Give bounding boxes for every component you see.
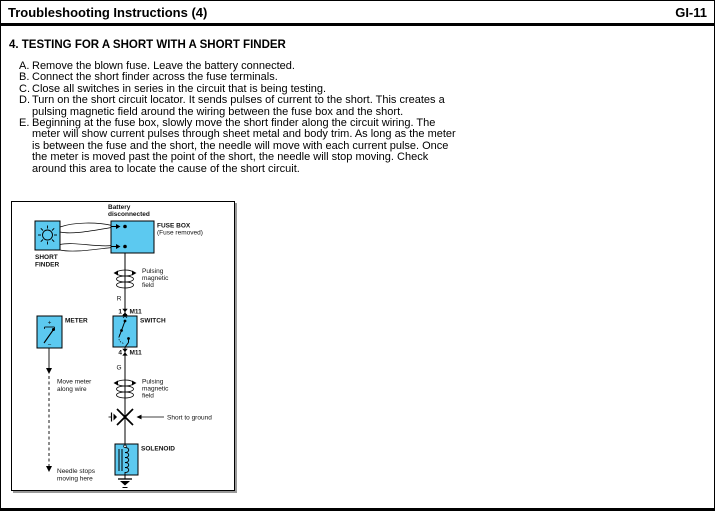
meter-box — [37, 316, 88, 349]
list-item — [9, 118, 462, 175]
pulsing-field-note: magnetic — [142, 385, 169, 393]
wiring-diagram — [11, 201, 235, 491]
list-item — [9, 95, 462, 118]
step-letter: D. — [19, 94, 30, 107]
connector-name: M11 — [129, 349, 142, 357]
connector-pin: 1 — [118, 308, 122, 316]
instructions-section — [9, 39, 462, 175]
wire-color-label-g: G — [116, 364, 122, 372]
connector-name: M11 — [129, 308, 142, 316]
fuse-removed-note: (Fuse removed) — [157, 229, 203, 237]
needle-stops-note: moving here — [57, 475, 93, 483]
step-letter: B. — [19, 71, 30, 84]
step-letter: C. — [19, 82, 30, 95]
meter-label: METER — [65, 317, 88, 325]
short-finder-label: FINDER — [35, 261, 60, 269]
step-text: Beginning at the fuse box, slowly move the short finder along the circuit wiring. The meter will show current pulses through sheet metal and body trim. As long as the meter is between the fuse and the short, the needle will move with each current pulse. Once the meter is moved past the point of the short, the needle will stop moving. Check around this area to locate the cause of the short circuit. — [32, 117, 456, 175]
step-text: Close all switches in series in the circuit that is being testing. — [32, 82, 327, 95]
pulsing-field-note: Pulsing — [142, 378, 164, 386]
page-number: GI-11 — [675, 4, 707, 20]
ground-icon — [118, 479, 132, 488]
pulsing-field-note: field — [142, 282, 154, 289]
short-finder-box — [35, 221, 60, 269]
meter-travel-path — [46, 348, 52, 472]
pulsing-field-note: Pulsing — [142, 268, 164, 275]
page-header — [1, 1, 714, 26]
wiring-diagram-svg — [12, 202, 234, 490]
short-note: Short to ground — [167, 414, 212, 422]
move-meter-note: along wire — [57, 386, 87, 393]
switch-box — [113, 314, 166, 347]
page-title: Troubleshooting Instructions (4) — [8, 4, 208, 20]
solenoid-label: SOLENOID — [141, 445, 175, 453]
section-heading: 4. TESTING FOR A SHORT WITH A SHORT FINDER — [9, 39, 286, 51]
connector-pin: 4 — [118, 349, 122, 357]
step-letter: A. — [19, 60, 30, 72]
meter-minus: − — [47, 341, 52, 349]
fuse-box-label: FUSE BOX — [157, 222, 191, 230]
short-note-arrow — [137, 415, 165, 420]
meter-plus: + — [47, 319, 52, 327]
pulsing-field-note: magnetic — [142, 275, 169, 282]
fuse-box — [108, 204, 203, 253]
connector-4-m11 — [118, 349, 142, 357]
step-text: Turn on the short circuit locator. It sends pulses of current to the short. This creates a pulsing magnetic field around the wiring between the fuse box and the short. — [32, 94, 445, 118]
connector-1-m11 — [118, 309, 142, 316]
battery-note: Battery — [108, 204, 131, 211]
short-finder-leads — [60, 223, 112, 251]
move-meter-note: Move meter — [57, 378, 92, 386]
step-letter: E. — [19, 117, 30, 130]
short-finder-label: SHORT — [35, 254, 58, 261]
pulsing-field-note: field — [142, 392, 154, 400]
battery-note: disconnected — [108, 211, 150, 218]
switch-label: SWITCH — [140, 317, 166, 325]
needle-stops-note: Needle stops — [57, 468, 95, 475]
wire-color-label-r: R — [116, 295, 122, 303]
short-x-icon — [109, 409, 134, 425]
steps-list — [9, 61, 462, 175]
step-text: Remove the blown fuse. Leave the battery connected. — [32, 60, 295, 72]
step-text: Connect the short finder across the fuse terminals. — [32, 71, 278, 84]
solenoid-box — [115, 444, 175, 488]
